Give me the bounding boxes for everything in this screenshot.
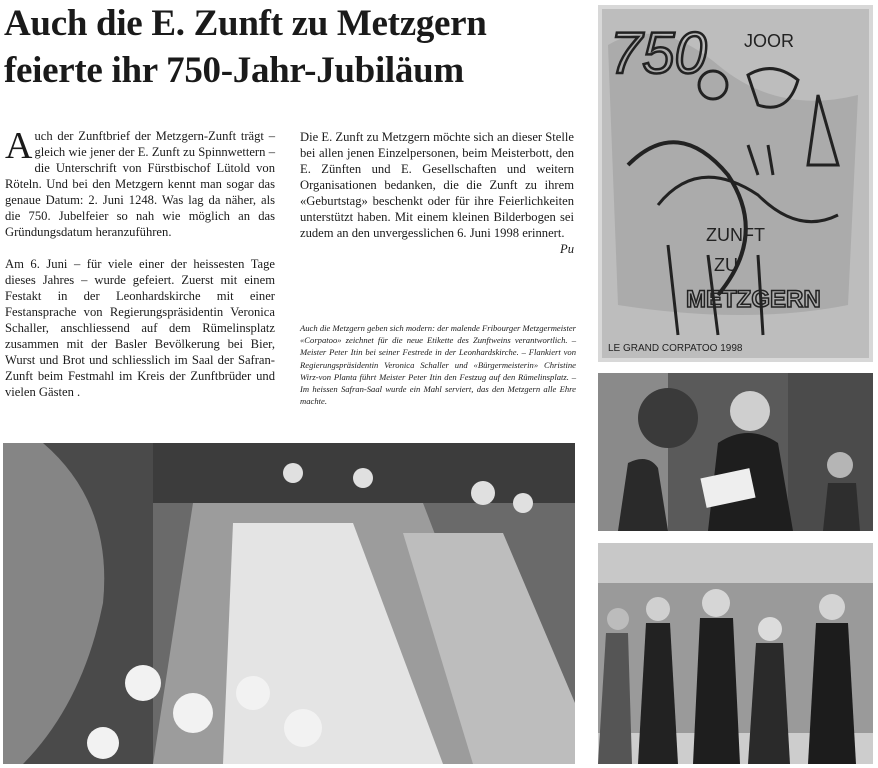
paragraph-thanks-text: Die E. Zunft zu Metzgern möchte sich an dieser Stelle bei allen jenen Einzelpersonen, beim Meisterbott, den E. Zünften und E. Gesellschaften und weitern Organisationen bedanken, die die Zunft zu ihrem «Geburtstag» beschenkt oder für ihre Feierlichkeiten unterstützt haben. Mit einem kleinen Bilderbogen sei zudem an den unvergesslichen 6. Juni 1998 erinnert.	[300, 130, 574, 240]
photo-festmahl	[3, 443, 575, 764]
drop-cap: A	[5, 125, 33, 167]
wine-label-artwork	[598, 5, 873, 362]
artwork-750-text: 750	[610, 21, 707, 86]
headline-line-2: feierte ihr 750-Jahr-Jubiläum	[4, 50, 464, 91]
photo-festrede	[598, 373, 873, 531]
photo-caption: Auch die Metzgern geben sich modern: der malende Fribourger Metzgermeister «Corpatoo» zeichnet für die neue Etikette des Zunftweins verantwortlich. – Meister Peter Itin bei seiner Festrede in der Leonhardskirche. – Flankiert von Regierungspräsidentin Veronica Schaller und «Bürgermeisterin» Christine Wirz-von Planta führt Meister Peter Itin den Festzug auf den Rümelinsplatz. – Im heissen Safran-Saal wurde ein Mahl serviert, das den Metzgern alle Ehre machte.	[300, 323, 576, 407]
artwork-zu-text: ZU	[714, 255, 738, 275]
paragraph-intro-text: uch der Zunftbrief der Metzgern-Zunft trägt – gleich wie jener der E. Zunft zu Spinnwettern – die Unterschrift von Fürstbischof Lütold von Röteln. Und bei den Metzgern kennt man sogar das genaue Datum: 2. Juni 1248. Was lag da näher, als die 750. Jubelfeier so nah wie möglich an das Gründungsdatum heranzuführen.	[5, 129, 275, 239]
artwork-bottom-text: LE GRAND CORPATOO 1998	[608, 343, 743, 354]
photo-festzug	[598, 543, 873, 764]
article-column-right	[300, 129, 574, 257]
artwork-zunft-text: ZUNFT	[706, 225, 765, 245]
artwork-joor-text: JOOR	[744, 31, 795, 51]
headline-line-1: Auch die E. Zunft zu Metzgern	[4, 3, 487, 44]
paragraph-thanks	[300, 129, 574, 256]
artwork-metzgern-text: METZGERN	[686, 286, 821, 313]
article-headline	[4, 0, 584, 94]
article-column-left	[5, 125, 275, 400]
author-signature: Pu	[560, 242, 574, 256]
paragraph-celebration: Am 6. Juni – für viele einer der heissesten Tage dieses Jahres – wurde gefeiert. Zuerst mit einem Festakt in der Leonhardskirche mit einer Festansprache von Regierungspräsidentin Veronica Schaller, anschliessend auf dem Rümelinsplatz zusammen mit der Basler Bevölkerung bei Bier, Wurst und Brot und schliesslich im Saal der Safran-Zunft beim Festmahl im Kreis der Zunftbrüder und vielen Gästen .	[5, 257, 275, 399]
paragraph-intro	[5, 125, 275, 240]
